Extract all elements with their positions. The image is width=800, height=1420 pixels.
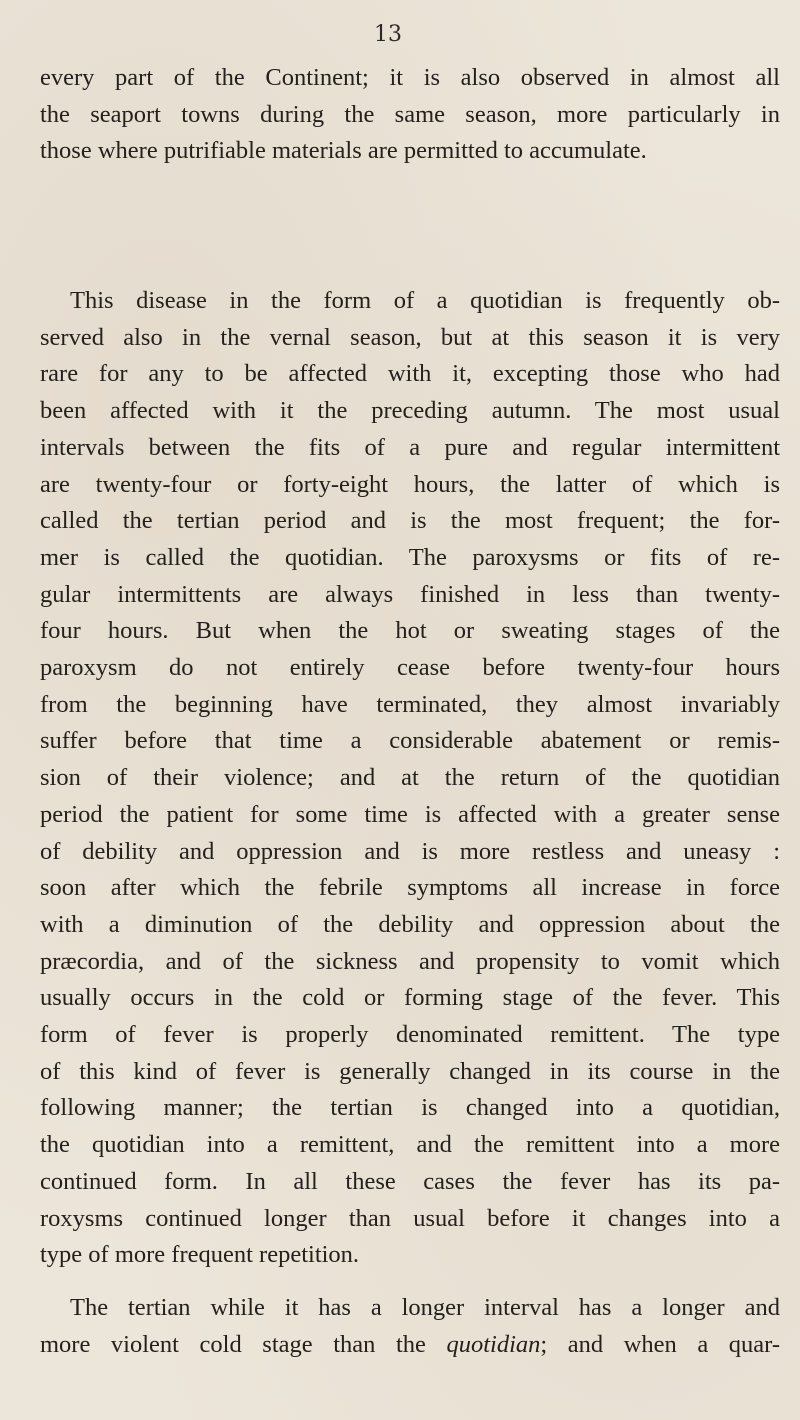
text-line: sion of their violence; and at the return of the quotidian — [40, 764, 780, 792]
text-line: intervals between the fits of a pure and regular intermittent — [40, 433, 780, 461]
text-fragment: more violent cold stage than the — [40, 1330, 426, 1358]
text-line: roxysms continued longer than usual before it changes into a — [40, 1204, 780, 1232]
text-line: following manner; the tertian is changed into a quotidian, — [40, 1094, 780, 1122]
text-line: with a diminution of the debility and oppression about the — [40, 910, 780, 938]
text-line: of debility and oppression and is more restless and uneasy : — [40, 837, 780, 865]
text-line: period the patient for some time is affected with a greater sense — [40, 800, 780, 828]
text-line: gular intermittents are always finished in less than twenty- — [40, 580, 780, 608]
text-line: præcordia, and of the sickness and propensity to vomit which — [40, 947, 780, 975]
italic-word: quotidian — [446, 1330, 541, 1358]
text-line: rare for any to be affected with it, excepting those who had — [40, 360, 780, 388]
text-line: mer is called the quotidian. The paroxysms or fits of re- — [40, 543, 780, 571]
text-line: The tertian while it has a longer interval has a longer and — [70, 1294, 780, 1321]
text-line: paroxysm do not entirely cease before twenty-four hours — [40, 654, 780, 682]
text-line: suffer before that time a considerable abatement or remis- — [40, 727, 780, 755]
text-line: the seaport towns during the same season, more particularly in — [40, 100, 780, 128]
text-line: usually occurs in the cold or forming stage of the fever. This — [40, 984, 780, 1012]
text-line: been affected with it the preceding autumn. The most usual — [40, 397, 780, 425]
text-line: This disease in the form of a quotidian is frequently ob- — [70, 287, 780, 314]
text-line: the quotidian into a remittent, and the remittent into a more — [40, 1131, 780, 1159]
paragraph-3 — [40, 1290, 780, 1363]
text-line: those where putrifiable materials are permitted to accumulate. — [40, 137, 647, 165]
text-line: continued form. In all these cases the fever has its pa- — [40, 1167, 780, 1195]
text-fragment: ; and when a quar- — [540, 1330, 781, 1358]
text-line: type of more frequent repetition. — [40, 1241, 360, 1269]
text-line: served also in the vernal season, but at this season it is very — [40, 323, 780, 351]
text-line: called the tertian period and is the most frequent; the for- — [40, 507, 780, 535]
text-line — [40, 1327, 780, 1364]
paragraph-2 — [40, 283, 780, 1274]
text-line: every part of the Continent; it is also observed in almost all — [40, 64, 780, 91]
text-line: four hours. But when the hot or sweating stages of the — [40, 617, 780, 645]
text-line: form of fever is properly denominated remittent. The type — [40, 1021, 780, 1049]
text-line: of this kind of fever is generally changed in its course in the — [40, 1057, 780, 1085]
text-line: soon after which the febrile symptoms all increase in force — [40, 874, 780, 902]
text-line: are twenty-four or forty-eight hours, the latter of which is — [40, 470, 780, 498]
text-line: from the beginning have terminated, they almost invariably — [40, 690, 780, 718]
paragraph-1 — [40, 60, 780, 170]
page-number: 13 — [374, 22, 402, 47]
